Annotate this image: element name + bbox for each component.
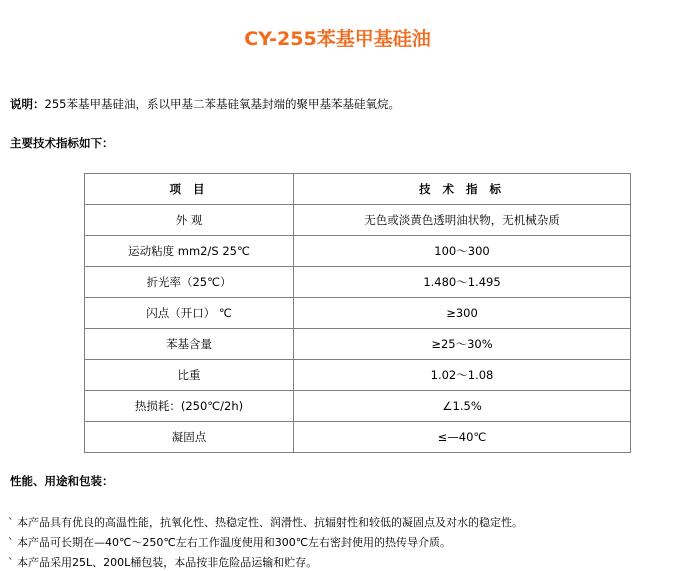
page-title: CY-255苯基甲基硅油 — [244, 28, 431, 50]
usage-list — [8, 513, 523, 571]
intro-label: 说明： — [10, 97, 45, 111]
table-row — [85, 360, 631, 391]
table-row — [85, 298, 631, 329]
header-spec: 技 术 指 标 — [294, 174, 631, 205]
usage-item: ` 本产品具有优良的高温性能，抗氧化性、热稳定性、润滑性、抗辐射性和较低的凝固点及对水的稳定性。 — [8, 516, 523, 529]
usage-heading: 性能、用途和包装： — [10, 474, 114, 488]
intro-paragraph — [10, 95, 400, 113]
row-item: 运动粘度 mm2/S 25℃ — [85, 236, 294, 267]
usage-item: ` 本产品可长期在—40℃～250℃左右工作温度使用和300℃左右密封使用的热传导介质。 — [8, 536, 452, 549]
table-row — [85, 391, 631, 422]
row-item: 外 观 — [85, 205, 294, 236]
row-value: ∠1.5% — [294, 391, 631, 422]
table-row — [85, 329, 631, 360]
header-item: 项 目 — [85, 174, 294, 205]
usage-item: ` 本产品采用25L、200L桶包装，本品按非危险品运输和贮存。 — [8, 556, 318, 569]
row-item: 折光率（25℃） — [85, 267, 294, 298]
row-value: 无色或淡黄色透明油状物，无机械杂质 — [294, 205, 631, 236]
row-item: 苯基含量 — [85, 329, 294, 360]
table-row — [85, 205, 631, 236]
row-item: 比重 — [85, 360, 294, 391]
row-value: 100～300 — [294, 236, 631, 267]
table-row — [85, 236, 631, 267]
row-item: 热损耗：(250℃/2h) — [85, 391, 294, 422]
row-value: ≥25～30% — [294, 329, 631, 360]
table-row — [85, 267, 631, 298]
row-item: 凝固点 — [85, 422, 294, 453]
table-row — [85, 422, 631, 453]
spec-heading: 主要技术指标如下： — [10, 136, 114, 150]
row-item: 闪点（开口） ℃ — [85, 298, 294, 329]
spec-table — [84, 173, 631, 453]
row-value: ≤—40℃ — [294, 422, 631, 453]
row-value: ≥300 — [294, 298, 631, 329]
row-value: 1.02～1.08 — [294, 360, 631, 391]
table-header-row — [85, 174, 631, 205]
intro-text: 255苯基甲基硅油，系以甲基二苯基硅氧基封端的聚甲基苯基硅氧烷。 — [44, 97, 400, 111]
row-value: 1.480～1.495 — [294, 267, 631, 298]
